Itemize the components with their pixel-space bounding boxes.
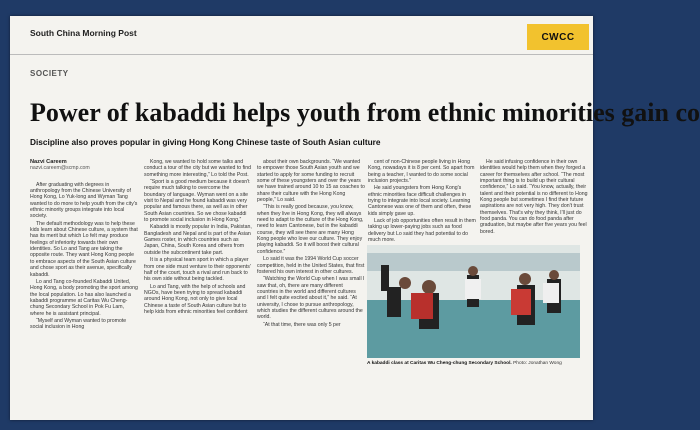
paragraph: The default methodology was to help these kids learn about Chinese culture, a system that has its merit but which Lo felt may produce feelings of inferiority towards their own identities. So Lo and Tang are taking the opposite route. They want Hong Kong people to embrace aspects of the South Asian culture and chose sport as their avenue, specifically kabaddi. <box>30 220 138 278</box>
paragraph: Lack of job opportunities often result in them taking up lower-paying jobs such as food delivery but Lo said they had potential to do much more. <box>368 218 476 244</box>
photo-credit: Photo: Jonathan Wong <box>513 361 562 366</box>
newspaper-page <box>10 16 700 420</box>
paragraph: Kong, we wanted to hold some talks and conduct a tour of the city but we wanted to find something more interesting,” Lo told the Post. <box>144 159 251 178</box>
masthead <box>10 16 593 55</box>
subheadline: Discipline also proves popular in giving Hong Kong Chinese taste of South Asian culture <box>30 137 381 147</box>
kabaddi-class-photo <box>367 245 580 358</box>
paragraph: “Sport is a good medium because it doesn't require much talking to overcome the boundary of language. Wyman went on a site visit to Nepal and he found kabaddi was very popular and famous there, as well as in other South Asian countries. So we chose kabaddi to promote social inclusion in Hong Kong.” <box>144 179 250 224</box>
newspaper-name: South China Morning Post <box>30 28 137 38</box>
paragraph: Lo and Tang, with the help of schools and NGOs, have been trying to spread kabaddi around Hong Kong, not only to give local Chinese a taste of South Asian culture but to help kids from ethnic minorities feel confident <box>144 283 248 315</box>
cwcc-badge: CWCC <box>527 24 589 50</box>
section-label: SOCIETY <box>30 69 69 78</box>
paragraph: He said youngsters from Hong Kong's ethnic minorities face difficult challenges in trying to integrate into local society. Learning Cantonese was one of them and often, these kids simply gave up. <box>368 185 472 217</box>
paragraph: about their own backgrounds. “We wanted to empower those South Asian youth and we started to apply for some funding to recruit some of these youngsters and over the years we have trained around 10 to 15 as coaches to share their culture with the Hong Kong people,” Lo said. <box>257 159 365 204</box>
paragraph: “At that time, there was only 5 per <box>263 321 341 328</box>
paragraph: He said infusing confidence in their own identities would help them when they forged a career for themselves after school. “The most important thing is to build up their cultural confidence,” Lo said. “You know, actually, their talent and their potential is no different to Hong Kong people but sometimes I find their future aspirations are not very high. They don't trust themselves. That's why they think, I'll just do food panda. You can do food panda after graduation, but maybe after five years you feel bored. <box>480 159 588 235</box>
byline-name: Nazvi Careem <box>30 159 67 165</box>
article-column-5 <box>480 159 588 236</box>
paragraph: It is a physical team sport in which a player from one side must venture to their opponents' half of the court, touch a rival and run back to his own side without being tackled. <box>144 257 251 283</box>
headline: Power of kabaddi helps youth from ethnic minorities gain co <box>30 98 700 127</box>
byline-email: nazvi.careem@scmp.com <box>30 165 90 172</box>
paragraph: “Watching the World Cup when I was small I saw that, oh, there are many different countries in the world and different cultures and I felt quite excited about it,” he said. “At university, I chose to pursue anthropology, which studies the different cultures around the world. <box>257 276 365 321</box>
caption-text: A kabaddi class at Caritas Wu Cheng-chung Secondary School. <box>367 361 512 366</box>
paragraph: Lo said it was the 1994 World Cup soccer competition, held in the United States, that first fostered his own interest in other cultures. <box>257 256 365 275</box>
photo-caption <box>367 361 582 366</box>
article-column-1 <box>30 159 138 332</box>
paragraph: Kabaddi is mostly popular in India, Pakistan, Bangladesh and Nepal and is part of the Asian Games roster, in which countries such as Japan, China, South Korea and others from outside the subcontinent take part. <box>144 224 252 256</box>
article-column-2 <box>144 159 252 316</box>
paragraph: After graduating with degrees in anthropology from the Chinese University of Hong Kong, Lo Yuk-long and Wyman Tang wanted to do more to help youth from the city's ethnic minority groups integrate into local society. <box>30 181 138 220</box>
paragraph: cent of non-Chinese people living in Hong Kong, nowadays it is 8 per cent. So apart from being a teacher, I wanted to do some social inclusion projects.” <box>368 159 475 185</box>
article-column-4 <box>368 159 476 244</box>
paragraph: Lo and Tang co-founded Kabaddi United, Hong Kong, a body promoting the sport among the local population. Lo has also launched a kabaddi programme at Caritas Wu Cheng-chung Secondary School in Pok Fu Lam, where he is assistant principal. <box>30 278 138 317</box>
paragraph: “This is really good because, you know, when they live in Hong Kong, they will always need to adapt to the culture of the Hong Kong, need to learn Cantonese, but in the kabaddi course, they will see there are many Hong Kong people who love our culture. They enjoy playing kabaddi. So it will boost their cultural confidence.” <box>257 204 364 255</box>
article-column-3 <box>257 159 365 329</box>
paragraph: “Myself and Wyman wanted to promote social inclusion in Hong <box>30 317 127 331</box>
